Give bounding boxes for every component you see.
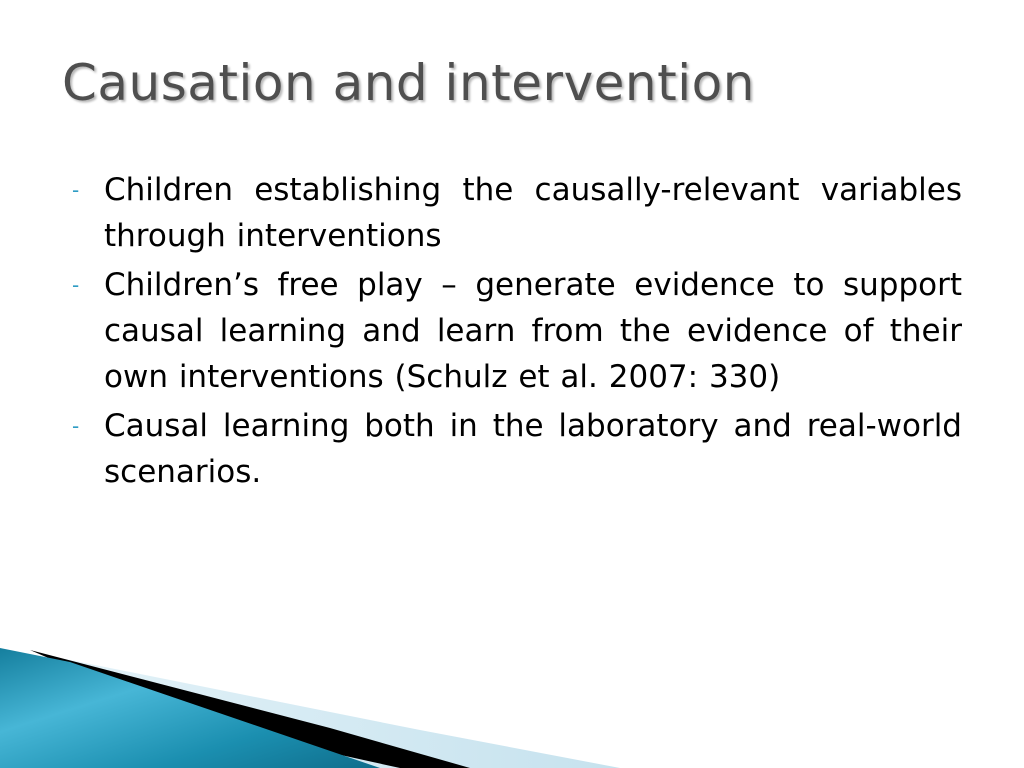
bullet-marker: -	[72, 178, 80, 202]
bullet-item	[72, 262, 962, 400]
bullet-text: Causal learning both in the laboratory and real-world scenarios.	[104, 408, 962, 490]
bullet-marker: -	[72, 273, 80, 297]
slide-title: Causation and intervention	[62, 54, 755, 112]
bullet-list	[72, 167, 962, 498]
teal-wedge	[0, 648, 380, 768]
bullet-marker: -	[72, 414, 80, 438]
bullet-item	[72, 167, 962, 259]
bullet-text: Children’s free play – generate evidence to support causal learning and learn from the evidence of their own interventions (Schulz et al. 2007: 330)	[104, 267, 962, 395]
bullet-text: Children establishing the causally-relevant variables through interventions	[104, 172, 962, 254]
bullet-item	[72, 403, 962, 495]
decorative-footer-swoosh	[0, 638, 1024, 768]
